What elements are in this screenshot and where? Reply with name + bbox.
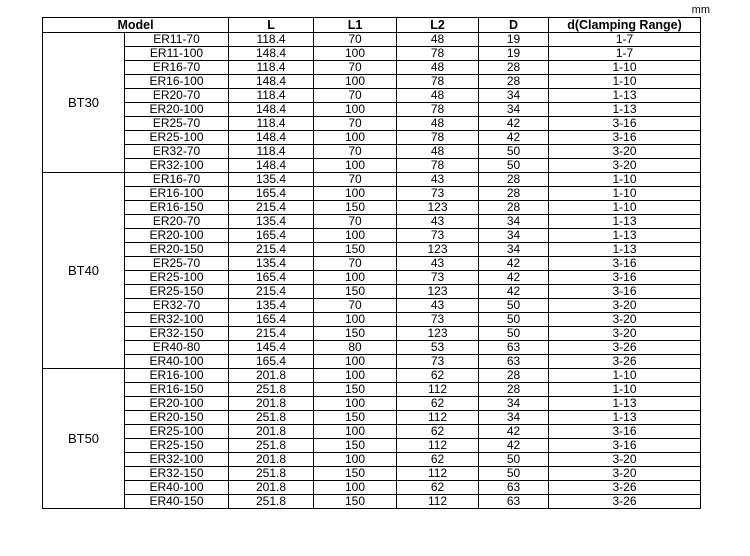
- cell-l: 201.8: [229, 481, 314, 495]
- cell-l1: 100: [314, 187, 397, 201]
- group-label-bt50: BT50: [43, 369, 125, 509]
- cell-d: 28: [479, 369, 549, 383]
- cell-clamping-range: 3-16: [549, 439, 701, 453]
- cell-l1: 150: [314, 383, 397, 397]
- table-row: [43, 397, 701, 411]
- cell-clamping-range: 3-16: [549, 117, 701, 131]
- cell-d: 50: [479, 313, 549, 327]
- cell-d: 50: [479, 327, 549, 341]
- cell-l2: 112: [397, 411, 479, 425]
- cell-l: 215.4: [229, 327, 314, 341]
- cell-l1: 70: [314, 33, 397, 47]
- table-row: [43, 117, 701, 131]
- cell-clamping-range: 3-16: [549, 425, 701, 439]
- table-row: [43, 383, 701, 397]
- table-body: [43, 33, 701, 509]
- cell-d: 42: [479, 425, 549, 439]
- cell-l: 201.8: [229, 397, 314, 411]
- cell-l1: 150: [314, 467, 397, 481]
- table-row: [43, 271, 701, 285]
- cell-l: 201.8: [229, 369, 314, 383]
- cell-model: ER16-100: [125, 187, 229, 201]
- table-row: [43, 187, 701, 201]
- cell-l2: 123: [397, 201, 479, 215]
- cell-l2: 62: [397, 481, 479, 495]
- cell-l1: 150: [314, 243, 397, 257]
- cell-l: 118.4: [229, 61, 314, 75]
- cell-model: ER11-70: [125, 33, 229, 47]
- cell-d: 34: [479, 243, 549, 257]
- cell-l: 201.8: [229, 453, 314, 467]
- cell-l: 148.4: [229, 131, 314, 145]
- cell-d: 42: [479, 117, 549, 131]
- table-row: [43, 75, 701, 89]
- cell-model: ER16-150: [125, 201, 229, 215]
- cell-d: 50: [479, 145, 549, 159]
- cell-l: 165.4: [229, 355, 314, 369]
- cell-l: 251.8: [229, 467, 314, 481]
- cell-l2: 48: [397, 89, 479, 103]
- cell-clamping-range: 1-13: [549, 411, 701, 425]
- table-row: [43, 327, 701, 341]
- cell-clamping-range: 3-16: [549, 271, 701, 285]
- cell-model: ER20-70: [125, 215, 229, 229]
- header-d: D: [479, 18, 549, 33]
- cell-model: ER20-150: [125, 411, 229, 425]
- table-row: [43, 243, 701, 257]
- cell-l: 165.4: [229, 313, 314, 327]
- spec-table: [42, 17, 701, 509]
- cell-clamping-range: 1-10: [549, 383, 701, 397]
- cell-clamping-range: 3-20: [549, 145, 701, 159]
- cell-l1: 70: [314, 117, 397, 131]
- cell-l1: 100: [314, 159, 397, 173]
- cell-model: ER25-100: [125, 425, 229, 439]
- cell-l2: 78: [397, 159, 479, 173]
- cell-l: 148.4: [229, 75, 314, 89]
- cell-l1: 100: [314, 103, 397, 117]
- cell-clamping-range: 1-13: [549, 89, 701, 103]
- cell-clamping-range: 1-10: [549, 173, 701, 187]
- cell-d: 50: [479, 159, 549, 173]
- table-row: [43, 341, 701, 355]
- cell-model: ER16-100: [125, 75, 229, 89]
- cell-d: 28: [479, 187, 549, 201]
- cell-d: 42: [479, 271, 549, 285]
- cell-l: 145.4: [229, 341, 314, 355]
- table-row: [43, 131, 701, 145]
- cell-d: 34: [479, 411, 549, 425]
- cell-model: ER40-80: [125, 341, 229, 355]
- cell-model: ER25-70: [125, 117, 229, 131]
- cell-l1: 100: [314, 131, 397, 145]
- cell-d: 28: [479, 75, 549, 89]
- cell-clamping-range: 1-13: [549, 103, 701, 117]
- cell-clamping-range: 3-16: [549, 257, 701, 271]
- cell-l: 135.4: [229, 173, 314, 187]
- cell-l1: 100: [314, 229, 397, 243]
- header-l: L: [229, 18, 314, 33]
- table-row: [43, 159, 701, 173]
- table-row: [43, 313, 701, 327]
- cell-l2: 78: [397, 47, 479, 61]
- cell-model: ER20-100: [125, 229, 229, 243]
- cell-l1: 100: [314, 397, 397, 411]
- table-row: [43, 201, 701, 215]
- cell-l: 215.4: [229, 285, 314, 299]
- cell-model: ER16-150: [125, 383, 229, 397]
- cell-l2: 73: [397, 313, 479, 327]
- cell-model: ER40-100: [125, 481, 229, 495]
- cell-clamping-range: 3-20: [549, 313, 701, 327]
- cell-model: ER20-70: [125, 89, 229, 103]
- table-row: [43, 61, 701, 75]
- cell-l1: 150: [314, 285, 397, 299]
- table-row: [43, 33, 701, 47]
- cell-clamping-range: 3-26: [549, 495, 701, 509]
- cell-l: 148.4: [229, 103, 314, 117]
- cell-d: 34: [479, 89, 549, 103]
- table-row: [43, 355, 701, 369]
- cell-l1: 150: [314, 201, 397, 215]
- cell-clamping-range: 3-20: [549, 327, 701, 341]
- cell-model: ER32-70: [125, 145, 229, 159]
- table-row: [43, 369, 701, 383]
- cell-l: 165.4: [229, 187, 314, 201]
- cell-l2: 62: [397, 369, 479, 383]
- cell-l2: 112: [397, 439, 479, 453]
- cell-d: 34: [479, 229, 549, 243]
- cell-l2: 73: [397, 229, 479, 243]
- cell-l2: 53: [397, 341, 479, 355]
- cell-model: ER20-100: [125, 103, 229, 117]
- cell-l1: 150: [314, 495, 397, 509]
- table-row: [43, 89, 701, 103]
- cell-l1: 100: [314, 271, 397, 285]
- table-row: [43, 229, 701, 243]
- cell-d: 50: [479, 299, 549, 313]
- cell-l: 251.8: [229, 411, 314, 425]
- table-row: [43, 173, 701, 187]
- cell-l: 201.8: [229, 425, 314, 439]
- table-row: [43, 411, 701, 425]
- cell-l2: 43: [397, 257, 479, 271]
- header-clamping-range: d(Clamping Range): [549, 18, 701, 33]
- cell-model: ER25-70: [125, 257, 229, 271]
- cell-clamping-range: 1-10: [549, 187, 701, 201]
- cell-l: 118.4: [229, 117, 314, 131]
- cell-clamping-range: 3-20: [549, 159, 701, 173]
- cell-l: 118.4: [229, 145, 314, 159]
- table-row: [43, 481, 701, 495]
- cell-d: 42: [479, 285, 549, 299]
- cell-model: ER32-70: [125, 299, 229, 313]
- cell-clamping-range: 1-7: [549, 47, 701, 61]
- cell-l2: 73: [397, 355, 479, 369]
- cell-l2: 73: [397, 271, 479, 285]
- cell-l: 251.8: [229, 495, 314, 509]
- table-row: [43, 467, 701, 481]
- cell-clamping-range: 1-7: [549, 33, 701, 47]
- table-row: [43, 47, 701, 61]
- cell-l: 148.4: [229, 47, 314, 61]
- cell-clamping-range: 1-10: [549, 201, 701, 215]
- cell-l2: 43: [397, 299, 479, 313]
- cell-model: ER20-100: [125, 397, 229, 411]
- cell-clamping-range: 3-20: [549, 299, 701, 313]
- cell-l: 135.4: [229, 299, 314, 313]
- table-row: [43, 439, 701, 453]
- cell-d: 42: [479, 131, 549, 145]
- cell-l2: 78: [397, 131, 479, 145]
- cell-l2: 62: [397, 425, 479, 439]
- cell-l1: 100: [314, 75, 397, 89]
- table-row: [43, 145, 701, 159]
- cell-l1: 150: [314, 439, 397, 453]
- cell-model: ER16-70: [125, 173, 229, 187]
- cell-clamping-range: 3-20: [549, 453, 701, 467]
- cell-model: ER20-150: [125, 243, 229, 257]
- cell-l1: 100: [314, 453, 397, 467]
- cell-model: ER32-150: [125, 327, 229, 341]
- cell-d: 34: [479, 215, 549, 229]
- cell-d: 50: [479, 467, 549, 481]
- cell-d: 28: [479, 173, 549, 187]
- cell-l2: 62: [397, 397, 479, 411]
- unit-label: mm: [691, 4, 710, 16]
- cell-l: 165.4: [229, 271, 314, 285]
- cell-l: 215.4: [229, 243, 314, 257]
- cell-l1: 100: [314, 355, 397, 369]
- cell-l1: 80: [314, 341, 397, 355]
- cell-d: 34: [479, 103, 549, 117]
- cell-l2: 123: [397, 285, 479, 299]
- cell-l1: 100: [314, 369, 397, 383]
- cell-l1: 150: [314, 327, 397, 341]
- cell-clamping-range: 3-16: [549, 131, 701, 145]
- cell-l2: 112: [397, 383, 479, 397]
- cell-d: 63: [479, 341, 549, 355]
- cell-model: ER40-150: [125, 495, 229, 509]
- cell-d: 63: [479, 355, 549, 369]
- table-row: [43, 285, 701, 299]
- cell-model: ER32-100: [125, 313, 229, 327]
- cell-l: 118.4: [229, 33, 314, 47]
- cell-model: ER40-100: [125, 355, 229, 369]
- cell-clamping-range: 1-13: [549, 229, 701, 243]
- cell-d: 42: [479, 439, 549, 453]
- table-row: [43, 495, 701, 509]
- cell-l2: 73: [397, 187, 479, 201]
- cell-l: 215.4: [229, 201, 314, 215]
- cell-l1: 100: [314, 425, 397, 439]
- header-l1: L1: [314, 18, 397, 33]
- cell-model: ER25-100: [125, 131, 229, 145]
- cell-model: ER16-70: [125, 61, 229, 75]
- cell-l2: 62: [397, 453, 479, 467]
- cell-l: 148.4: [229, 159, 314, 173]
- cell-model: ER11-100: [125, 47, 229, 61]
- cell-l2: 112: [397, 495, 479, 509]
- cell-d: 34: [479, 397, 549, 411]
- cell-model: ER25-100: [125, 271, 229, 285]
- cell-l1: 70: [314, 61, 397, 75]
- table-row: [43, 425, 701, 439]
- cell-clamping-range: 3-20: [549, 467, 701, 481]
- cell-clamping-range: 1-10: [549, 369, 701, 383]
- table-row: [43, 215, 701, 229]
- cell-l: 251.8: [229, 383, 314, 397]
- cell-l: 118.4: [229, 89, 314, 103]
- cell-clamping-range: 1-13: [549, 397, 701, 411]
- cell-clamping-range: 1-10: [549, 75, 701, 89]
- cell-d: 28: [479, 201, 549, 215]
- group-label-bt40: BT40: [43, 173, 125, 369]
- cell-d: 63: [479, 481, 549, 495]
- cell-l2: 48: [397, 61, 479, 75]
- cell-clamping-range: 3-26: [549, 355, 701, 369]
- cell-d: 28: [479, 61, 549, 75]
- cell-clamping-range: 3-16: [549, 285, 701, 299]
- cell-d: 19: [479, 33, 549, 47]
- cell-clamping-range: 1-13: [549, 243, 701, 257]
- cell-l1: 70: [314, 257, 397, 271]
- cell-model: ER32-150: [125, 467, 229, 481]
- cell-d: 19: [479, 47, 549, 61]
- header-l2: L2: [397, 18, 479, 33]
- cell-l: 135.4: [229, 257, 314, 271]
- cell-model: ER32-100: [125, 159, 229, 173]
- cell-l: 251.8: [229, 439, 314, 453]
- cell-clamping-range: 1-13: [549, 215, 701, 229]
- cell-l1: 70: [314, 173, 397, 187]
- cell-clamping-range: 3-26: [549, 481, 701, 495]
- cell-model: ER32-100: [125, 453, 229, 467]
- table-header: [43, 18, 701, 33]
- cell-l2: 78: [397, 103, 479, 117]
- cell-l2: 43: [397, 215, 479, 229]
- cell-model: ER25-150: [125, 439, 229, 453]
- cell-l1: 100: [314, 47, 397, 61]
- group-label-bt30: BT30: [43, 33, 125, 173]
- cell-l1: 100: [314, 313, 397, 327]
- cell-d: 28: [479, 383, 549, 397]
- cell-d: 50: [479, 453, 549, 467]
- table-row: [43, 453, 701, 467]
- cell-l2: 48: [397, 117, 479, 131]
- cell-l2: 78: [397, 75, 479, 89]
- cell-l2: 123: [397, 243, 479, 257]
- cell-l1: 70: [314, 145, 397, 159]
- cell-d: 42: [479, 257, 549, 271]
- table-row: [43, 103, 701, 117]
- cell-l: 135.4: [229, 215, 314, 229]
- cell-l2: 112: [397, 467, 479, 481]
- cell-l2: 43: [397, 173, 479, 187]
- cell-l1: 100: [314, 481, 397, 495]
- table-row: [43, 299, 701, 313]
- cell-l2: 48: [397, 33, 479, 47]
- cell-d: 63: [479, 495, 549, 509]
- cell-model: ER25-150: [125, 285, 229, 299]
- header-model: Model: [43, 18, 229, 33]
- cell-l1: 70: [314, 299, 397, 313]
- cell-model: ER16-100: [125, 369, 229, 383]
- cell-l1: 70: [314, 89, 397, 103]
- cell-l1: 70: [314, 215, 397, 229]
- cell-l2: 123: [397, 327, 479, 341]
- cell-l1: 150: [314, 411, 397, 425]
- header-row: [43, 18, 701, 33]
- table-row: [43, 257, 701, 271]
- cell-clamping-range: 1-10: [549, 61, 701, 75]
- cell-clamping-range: 3-26: [549, 341, 701, 355]
- cell-l2: 48: [397, 145, 479, 159]
- cell-l: 165.4: [229, 229, 314, 243]
